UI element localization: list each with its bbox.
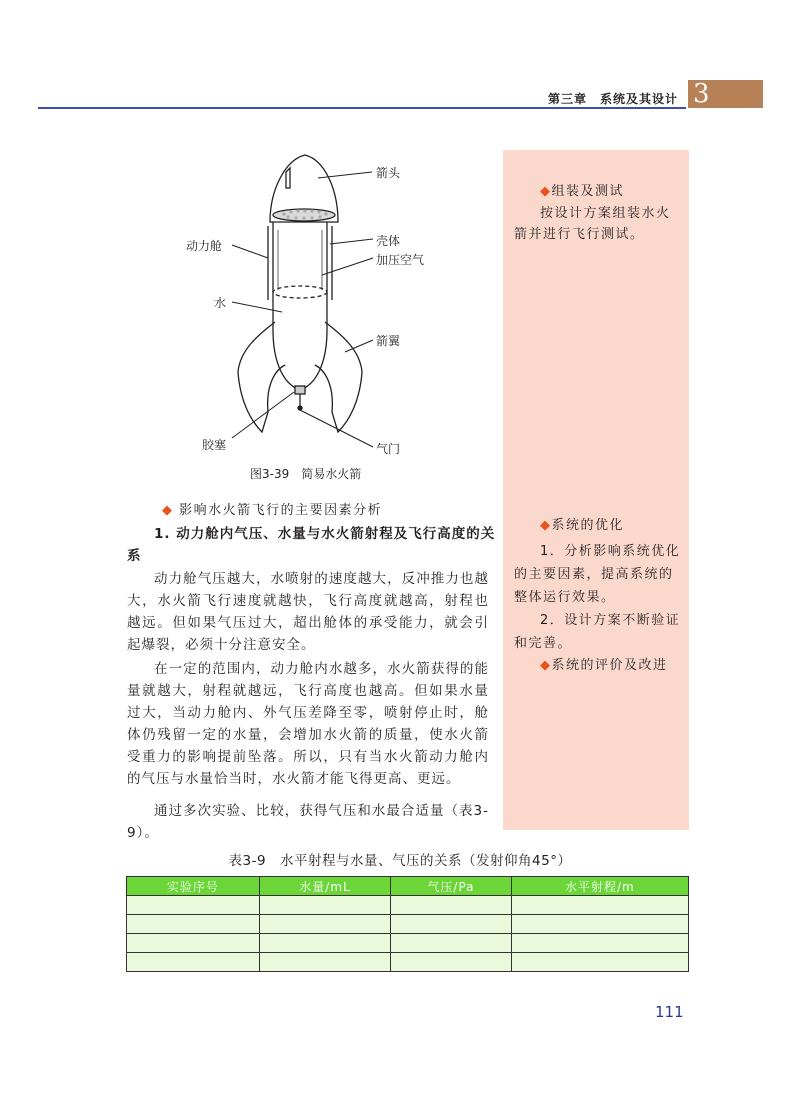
- paragraph-experiment: 通过多次实验、比较，获得气压和水最合适量（表3-9）。: [127, 803, 489, 841]
- sidebar-assembly-text: 按设计方案组装水火箭并进行飞行测试。: [514, 206, 671, 242]
- label-water: 水: [214, 296, 227, 310]
- table-cell[interactable]: [511, 915, 688, 934]
- table-cell[interactable]: [259, 934, 390, 953]
- rocket-right-fin: [315, 322, 362, 432]
- table-cell[interactable]: [391, 896, 512, 915]
- diamond-bullet-icon: ◆: [162, 503, 174, 518]
- paragraph-pressure: 动力舱气压越大，水喷射的速度越大，反冲推力也越大，水火箭飞行速度就越快，飞行高度就越高，射程也越远。但如果气压过大，超出舱体的承受能力，就会引起爆裂，必须十分注意安全。: [127, 571, 489, 653]
- table-cell[interactable]: [391, 934, 512, 953]
- table-cell[interactable]: [511, 934, 688, 953]
- water-level-line: [273, 286, 327, 298]
- sidebar-assembly-heading: ◆组装及测试: [540, 184, 625, 199]
- sidebar-optimization-heading: ◆系统的优化: [540, 518, 625, 533]
- data-table: [126, 876, 689, 972]
- table-cell[interactable]: [127, 896, 260, 915]
- table-header-row: [127, 877, 689, 896]
- label-arrowhead: 箭头: [376, 166, 401, 180]
- rocket-valve: [295, 386, 305, 394]
- table-row: [127, 953, 689, 972]
- page-number: 111: [655, 1003, 684, 1021]
- table-cell[interactable]: [127, 934, 260, 953]
- table-row: [127, 934, 689, 953]
- table-header-cell: 水平射程/m: [511, 877, 688, 896]
- table-cell[interactable]: [511, 896, 688, 915]
- table-cell[interactable]: [391, 953, 512, 972]
- table-header-cell: 气压/Pa: [391, 877, 512, 896]
- table-header-cell: 实验序号: [127, 877, 260, 896]
- subsection-heading: 1. 动力舱内气压、水量与水火箭射程及飞行高度的关系: [127, 526, 496, 564]
- label-shell: 壳体: [376, 234, 401, 248]
- label-power-cabin: 动力舱: [186, 239, 223, 253]
- label-fin: 箭翼: [376, 334, 401, 348]
- label-plug: 胶塞: [202, 438, 227, 452]
- table-row: [127, 896, 689, 915]
- label-valve: 气门: [376, 442, 401, 456]
- diamond-bullet-icon: ◆: [540, 518, 552, 533]
- rocket-body: [273, 222, 327, 390]
- table-cell[interactable]: [259, 915, 390, 934]
- table-cell[interactable]: [259, 953, 390, 972]
- sidebar-optimization-item-1: 1．分析影响系统优化的主要因素，提高系统的整体运行效果。: [514, 544, 681, 605]
- diamond-bullet-icon: ◆: [540, 184, 552, 199]
- section-heading: ◆ 影响水火箭飞行的主要因素分析: [162, 503, 383, 518]
- paragraph-water-volume: 在一定的范围内，动力舱内水越多，水火箭获得的能量就越大，射程就越远，飞行高度也越高。但如果水量过大，当动力舱内、外气压差降至零，喷射停止时，舱体仍残留一定的水量，会增加水火箭的质量，使水火箭受重力的影响提前坠落。所以，只有当水火箭动力舱内的气压与水量恰当时，水火箭才能飞得更高、更远。: [127, 661, 489, 787]
- table-cell[interactable]: [127, 915, 260, 934]
- chapter-number-badge: 3: [687, 80, 763, 108]
- sidebar-evaluation-heading: ◆系统的评价及改进: [540, 658, 668, 673]
- table-title: 表3-9 水平射程与水量、气压的关系（发射仰角45°）: [228, 853, 572, 869]
- diamond-bullet-icon: ◆: [540, 658, 552, 673]
- figure-caption: 图3-39 简易水火箭: [250, 467, 362, 481]
- chapter-title: 第三章 系统及其设计: [547, 92, 678, 106]
- table-cell[interactable]: [511, 953, 688, 972]
- table-cell[interactable]: [259, 896, 390, 915]
- table-header-cell: 水量/mL: [259, 877, 390, 896]
- table-row: [127, 915, 689, 934]
- label-pressurized-air: 加压空气: [376, 253, 425, 267]
- sidebar-optimization-item-2: 2．设计方案不断验证和完善。: [514, 613, 681, 651]
- table-cell[interactable]: [127, 953, 260, 972]
- table-cell[interactable]: [391, 915, 512, 934]
